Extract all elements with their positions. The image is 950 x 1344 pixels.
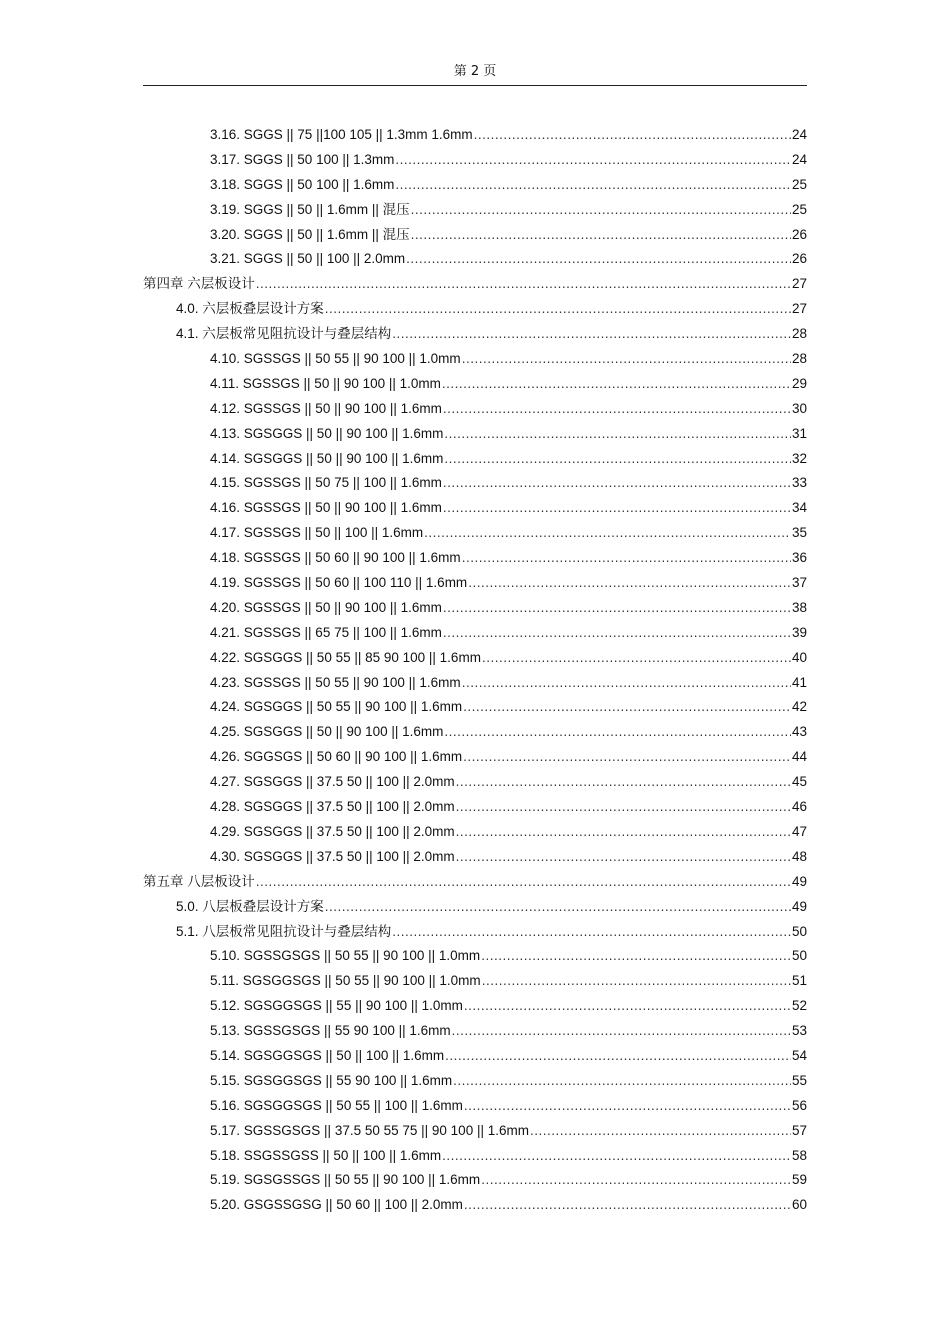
page-header [0,64,950,80]
header-divider [143,85,807,86]
toc-dot-leader [444,447,791,472]
toc-entry[interactable] [143,795,807,820]
toc-entry[interactable] [143,322,807,347]
toc-entry[interactable] [143,920,807,945]
page-number-label: 第 2 页 [453,64,497,79]
toc-entry-title: 第五章 八层板设计 [143,873,255,889]
toc-entry[interactable] [143,695,807,720]
toc-dot-leader [456,845,791,870]
toc-dot-leader [452,1019,791,1044]
toc-dot-leader [456,770,791,795]
toc-entry-title: 3.21. SGGS || 50 || 100 || 2.0mm [210,251,406,267]
toc-entry-title: 4.26. SGGSGS || 50 60 || 90 100 || 1.6mm [210,749,463,765]
toc-entry-title: 第四章 六层板设计 [143,276,255,292]
toc-entry-page-number: 36 [791,550,807,566]
toc-entry-title: 4.14. SGSGGS || 50 || 90 100 || 1.6mm [210,450,444,466]
toc-dot-leader [442,372,791,397]
toc-entry[interactable] [143,969,807,994]
toc-entry-page-number: 38 [791,599,807,615]
toc-entry-title: 5.0. 八层板叠层设计方案 [176,898,324,914]
toc-entry-title: 5.18. SSGSSGSS || 50 || 100 || 1.6mm [210,1147,442,1163]
toc-entry-title: 4.28. SGSGGS || 37.5 50 || 100 || 2.0mm [210,799,455,815]
toc-dot-leader [392,920,791,945]
toc-dot-leader [411,223,791,248]
toc-entry-page-number: 59 [791,1172,807,1188]
toc-entry-title: 3.17. SGGS || 50 100 || 1.3mm [210,151,395,167]
toc-dot-leader [445,1044,791,1069]
toc-entry-page-number: 39 [791,624,807,640]
toc-dot-leader [424,521,791,546]
toc-entry-title: 4.16. SGSSGS || 50 || 90 100 || 1.6mm [210,500,442,516]
toc-entry[interactable] [143,397,807,422]
toc-entry-page-number: 53 [791,1023,807,1039]
toc-entry-page-number: 41 [791,674,807,690]
toc-entry-title: 5.16. SGSGGSGS || 50 55 || 100 || 1.6mm [210,1097,463,1113]
toc-dot-leader [411,198,791,223]
toc-dot-leader [395,148,791,173]
toc-entry-page-number: 32 [791,450,807,466]
toc-entry[interactable] [143,944,807,969]
toc-entry[interactable] [143,223,807,248]
toc-dot-leader [482,969,791,994]
toc-dot-leader [392,322,791,347]
toc-entry[interactable] [143,247,807,272]
toc-entry[interactable] [143,994,807,1019]
toc-entry[interactable] [143,895,807,920]
toc-entry-page-number: 46 [791,799,807,815]
toc-entry-page-number: 51 [791,973,807,989]
toc-entry-title: 4.1. 六层板常见阻抗设计与叠层结构 [176,326,392,342]
toc-dot-leader [463,695,791,720]
toc-entry-title: 3.18. SGGS || 50 100 || 1.6mm [210,176,395,192]
toc-dot-leader [481,1168,791,1193]
toc-entry[interactable] [143,447,807,472]
toc-entry-page-number: 49 [791,873,807,889]
toc-entry-title: 3.19. SGGS || 50 || 1.6mm || 混压 [210,201,410,217]
toc-dot-leader [462,347,791,372]
toc-dot-leader [464,1193,791,1218]
toc-entry-page-number: 29 [791,375,807,391]
toc-entry-title: 4.12. SGSSGS || 50 || 90 100 || 1.6mm [210,400,442,416]
toc-entry-title: 4.24. SGSGGS || 50 55 || 90 100 || 1.6mm [210,699,463,715]
toc-entry-page-number: 26 [791,251,807,267]
toc-dot-leader [443,397,791,422]
toc-entry-page-number: 34 [791,500,807,516]
toc-entry-title: 5.17. SGSSGSGS || 37.5 50 55 75 || 90 100 || 1.6mm [210,1122,529,1138]
toc-entry-page-number: 27 [791,301,807,317]
toc-entry-page-number: 28 [791,351,807,367]
toc-entry-page-number: 47 [791,823,807,839]
toc-dot-leader [443,621,791,646]
toc-entry[interactable] [143,297,807,322]
toc-entry[interactable] [143,646,807,671]
toc-dot-leader [256,870,791,895]
toc-entry[interactable] [143,272,807,297]
toc-entry-title: 5.13. SGSSGSGS || 55 90 100 || 1.6mm [210,1023,451,1039]
toc-dot-leader [474,123,791,148]
toc-entry-title: 4.21. SGSSGS || 65 75 || 100 || 1.6mm [210,624,442,640]
toc-entry[interactable] [143,745,807,770]
toc-entry-page-number: 45 [791,774,807,790]
toc-entry-title: 4.0. 六层板叠层设计方案 [176,301,324,317]
toc-dot-leader [444,422,791,447]
toc-entry-title: 5.15. SGSGGSGS || 55 90 100 || 1.6mm [210,1072,453,1088]
toc-entry-title: 4.25. SGSGGS || 50 || 90 100 || 1.6mm [210,724,444,740]
toc-dot-leader [256,272,791,297]
toc-entry-page-number: 28 [791,326,807,342]
toc-entry-title: 5.11. SGSGGSGS || 50 55 || 90 100 || 1.0mm [210,973,481,989]
toc-entry-title: 5.10. SGSSGSGS || 50 55 || 90 100 || 1.0mm [210,948,481,964]
toc-dot-leader [443,471,791,496]
toc-entry[interactable] [143,546,807,571]
toc-entry-page-number: 48 [791,848,807,864]
toc-entry-page-number: 25 [791,176,807,192]
toc-entry[interactable] [143,621,807,646]
toc-entry-page-number: 31 [791,425,807,441]
toc-entry[interactable] [143,372,807,397]
toc-entry-title: 3.16. SGGS || 75 ||100 105 || 1.3mm 1.6mm [210,127,473,142]
toc-entry-page-number: 35 [791,525,807,541]
toc-entry-page-number: 24 [791,127,807,142]
toc-dot-leader [443,496,791,521]
toc-dot-leader [453,1069,791,1094]
toc-entry-page-number: 60 [791,1197,807,1213]
toc-dot-leader [482,646,791,671]
toc-entry-page-number: 43 [791,724,807,740]
toc-entry-title: 5.12. SGSGGSGS || 55 || 90 100 || 1.0mm [210,998,463,1014]
toc-dot-leader [530,1119,791,1144]
toc-entry-title: 4.10. SGSSGS || 50 55 || 90 100 || 1.0mm [210,351,461,367]
toc-dot-leader [456,795,791,820]
toc-entry[interactable] [143,845,807,870]
toc-entry[interactable] [143,521,807,546]
toc-dot-leader [443,596,791,621]
toc-entry[interactable] [143,1069,807,1094]
toc-entry-title: 4.11. SGSSGS || 50 || 90 100 || 1.0mm [210,375,441,391]
toc-entry-title: 4.19. SGSSGS || 50 60 || 100 110 || 1.6mm [210,575,468,591]
toc-entry-page-number: 26 [791,226,807,242]
toc-entry[interactable] [143,770,807,795]
toc-entry-title: 4.20. SGSSGS || 50 || 90 100 || 1.6mm [210,599,442,615]
toc-entry[interactable] [143,148,807,173]
toc-dot-leader [464,1094,791,1119]
toc-entry[interactable] [143,173,807,198]
toc-entry-title: 4.30. SGSGGS || 37.5 50 || 100 || 2.0mm [210,848,455,864]
toc-entry-title: 3.20. SGGS || 50 || 1.6mm || 混压 [210,226,410,242]
toc-entry-title: 5.20. GSGSSGSG || 50 60 || 100 || 2.0mm [210,1197,463,1213]
toc-entry[interactable] [143,1094,807,1119]
toc-entry[interactable] [143,820,807,845]
toc-entry-title: 4.29. SGSGGS || 37.5 50 || 100 || 2.0mm [210,823,455,839]
toc-dot-leader [481,944,791,969]
toc-entry[interactable] [143,671,807,696]
toc-entry-page-number: 30 [791,400,807,416]
toc-dot-leader [463,745,791,770]
toc-entry[interactable] [143,571,807,596]
toc-entry-page-number: 37 [791,575,807,591]
toc-entry[interactable] [143,123,807,148]
toc-entry[interactable] [143,496,807,521]
toc-dot-leader [395,173,791,198]
toc-entry-page-number: 58 [791,1147,807,1163]
toc-entry-page-number: 27 [791,276,807,292]
toc-entry[interactable] [143,422,807,447]
toc-entry[interactable] [143,347,807,372]
toc-entry-page-number: 57 [791,1122,807,1138]
toc-entry[interactable] [143,471,807,496]
toc-dot-leader [442,1144,791,1169]
toc-dot-leader [456,820,791,845]
toc-entry[interactable] [143,1044,807,1069]
toc-entry-page-number: 50 [791,923,807,939]
toc-entry-page-number: 52 [791,998,807,1014]
toc-entry[interactable] [143,1119,807,1144]
toc-entry-title: 4.13. SGSGGS || 50 || 90 100 || 1.6mm [210,425,444,441]
toc-entry-page-number: 42 [791,699,807,715]
toc-entry-page-number: 50 [791,948,807,964]
toc-entry-title: 4.15. SGSSGS || 50 75 || 100 || 1.6mm [210,475,442,491]
toc-entry[interactable] [143,870,807,895]
toc-entry[interactable] [143,720,807,745]
toc-entry-title: 4.18. SGSSGS || 50 60 || 90 100 || 1.6mm [210,550,461,566]
toc-dot-leader [462,671,791,696]
toc-entry-title: 4.23. SGSSGS || 50 55 || 90 100 || 1.6mm [210,674,461,690]
toc-entry[interactable] [143,1168,807,1193]
toc-entry-title: 5.1. 八层板常见阻抗设计与叠层结构 [176,923,392,939]
toc-entry-page-number: 33 [791,475,807,491]
toc-entry-title: 5.19. SGSGSSGS || 50 55 || 90 100 || 1.6mm [210,1172,481,1188]
toc-entry-page-number: 55 [791,1072,807,1088]
toc-entry-title: 4.22. SGSGGS || 50 55 || 85 90 100 || 1.6mm [210,649,481,665]
toc-entry-page-number: 44 [791,749,807,765]
toc-entry-page-number: 54 [791,1047,807,1063]
toc-dot-leader [325,895,791,920]
toc-entry-page-number: 56 [791,1097,807,1113]
toc-entry[interactable] [143,1019,807,1044]
toc-entry[interactable] [143,596,807,621]
toc-entry[interactable] [143,1144,807,1169]
toc-entry-title: 4.27. SGSGGS || 37.5 50 || 100 || 2.0mm [210,774,455,790]
toc-entry-title: 4.17. SGSSGS || 50 || 100 || 1.6mm [210,525,424,541]
toc-entry-title: 5.14. SGSGGSGS || 50 || 100 || 1.6mm [210,1047,445,1063]
toc-dot-leader [464,994,791,1019]
toc-dot-leader [444,720,791,745]
toc-dot-leader [325,297,791,322]
toc-dot-leader [468,571,791,596]
toc-dot-leader [406,247,791,272]
toc-dot-leader [462,546,791,571]
toc-entry-page-number: 25 [791,201,807,217]
table-of-contents [143,123,807,1218]
toc-entry[interactable] [143,1193,807,1218]
toc-entry[interactable] [143,198,807,223]
toc-entry-page-number: 49 [791,898,807,914]
toc-entry-page-number: 40 [791,649,807,665]
toc-entry-page-number: 24 [791,151,807,167]
